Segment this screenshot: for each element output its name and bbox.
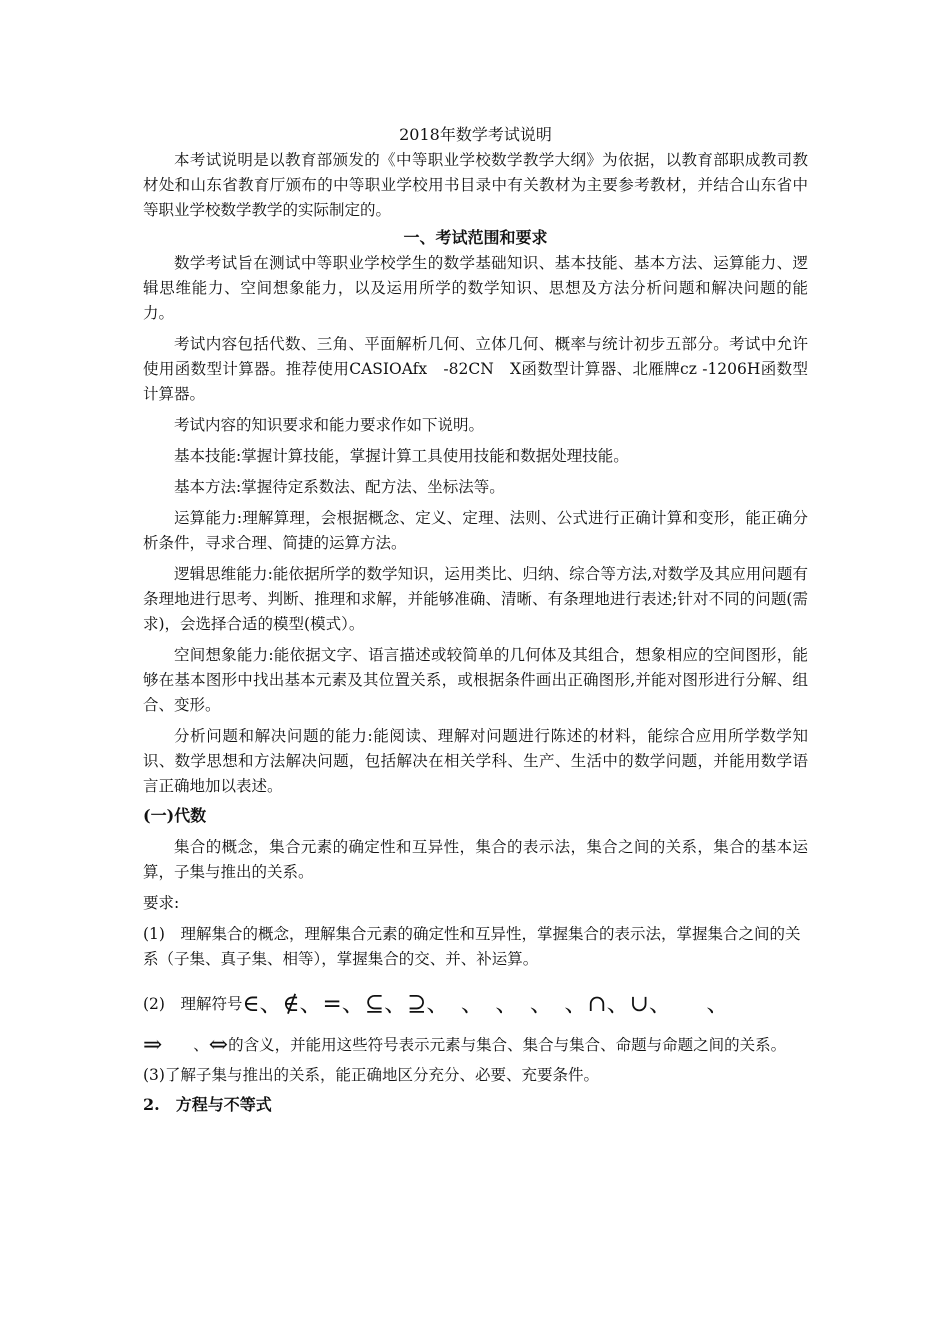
requirement-2-line [143, 992, 808, 1017]
paragraph-basic-skills: 基本技能:掌握计算技能，掌握计算工具使用技能和数据处理技能。 [174, 447, 629, 465]
paragraph-requirements-intro: 考试内容的知识要求和能力要求作如下说明。 [174, 416, 485, 434]
section-heading-equations: 2. 方程与不等式 [143, 1095, 272, 1114]
requirement-3: (3)了解子集与推出的关系，能正确地区分充分、必要、充要条件。 [143, 1066, 599, 1084]
intro-paragraph: 本考试说明是以教育部颁发的《中等职业学校数学教学大纲》为依据，以教育部职成教司教材处和山东省教育厅颁布的中等职业学校用书目录中有关教材为主要参考教材，并结合山东省中等职业学校数学教学的实际制定的。 [143, 151, 808, 219]
requirement-2-text: 的含义，并能用这些符号表示元素与集合、集合与集合、命题与命题之间的关系。 [228, 1036, 787, 1054]
requirements-label: 要求: [143, 894, 180, 912]
section-heading-algebra: (一)代数 [143, 806, 207, 825]
paragraph-spatial-imagination: 空间想象能力:能依据文字、语言描述或较简单的几何体及其组合，想象相应的空间图形，能够在基本图形中找出基本元素及其位置关系，或根据条件画出正确图形,并能对图形进行分解、组合、变形。 [143, 646, 808, 714]
paragraph-problem-solving: 分析问题和解决问题的能力:能阅读、理解对问题进行陈述的材料，能综合应用所学数学知识、数学思想和方法解决问题，包括解决在相关学科、生产、生活中的数学问题，并能用数学语言正确地加以表述。 [143, 727, 808, 795]
paragraph-exam-content: 考试内容包括代数、三角、平面解析几何、立体几何、概率与统计初步五部分。考试中允许使用函数型计算器。推荐使用CASIOAfx -82CN X函数型计算器、北雁牌cz -1206H函数型计算器。 [143, 335, 808, 403]
requirement-2-separator: 、 [162, 1036, 209, 1054]
set-symbols: ∈、∉、=、⊆、⊇、 、 、 、 、∩、∪、 、 [242, 991, 730, 1017]
requirement-2-continuation [143, 1031, 808, 1059]
section-heading-scope: 一、考试范围和要求 [403, 228, 548, 247]
paragraph-computation-ability: 运算能力:理解算理，会根据概念、定义、定理、法则、公式进行正确计算和变形，能正确分析条件，寻求合理、简捷的运算方法。 [143, 509, 808, 552]
equivalent-symbol: ⇔ [208, 1032, 229, 1058]
requirement-2-prefix: (2) 理解符号 [143, 995, 243, 1013]
implies-symbol: ⇒ [143, 1032, 163, 1058]
document-title: 2018年数学考试说明 [399, 125, 552, 144]
paragraph-set-topics: 集合的概念，集合元素的确定性和互异性，集合的表示法，集合之间的关系，集合的基本运算，子集与推出的关系。 [143, 838, 808, 881]
requirement-1: (1) 理解集合的概念，理解集合元素的确定性和互异性，掌握集合的表示法，掌握集合之间的关系（子集、真子集、相等），掌握集合的交、并、补运算。 [143, 925, 801, 968]
document-body [143, 122, 808, 1118]
paragraph-logical-thinking: 逻辑思维能力:能依据所学的数学知识，运用类比、归纳、综合等方法,对数学及其应用问题有条理地进行思考、判断、推理和求解，并能够准确、清晰、有条理地进行表述;针对不同的问题(需求)，会选择合适的模型(模式）。 [143, 565, 808, 633]
paragraph-exam-purpose: 数学考试旨在测试中等职业学校学生的数学基础知识、基本技能、基本方法、运算能力、逻辑思维能力、空间想象能力，以及运用所学的数学知识、思想及方法分析问题和解决问题的能力。 [143, 254, 808, 322]
paragraph-basic-methods: 基本方法:掌握待定系数法、配方法、坐标法等。 [174, 478, 505, 496]
